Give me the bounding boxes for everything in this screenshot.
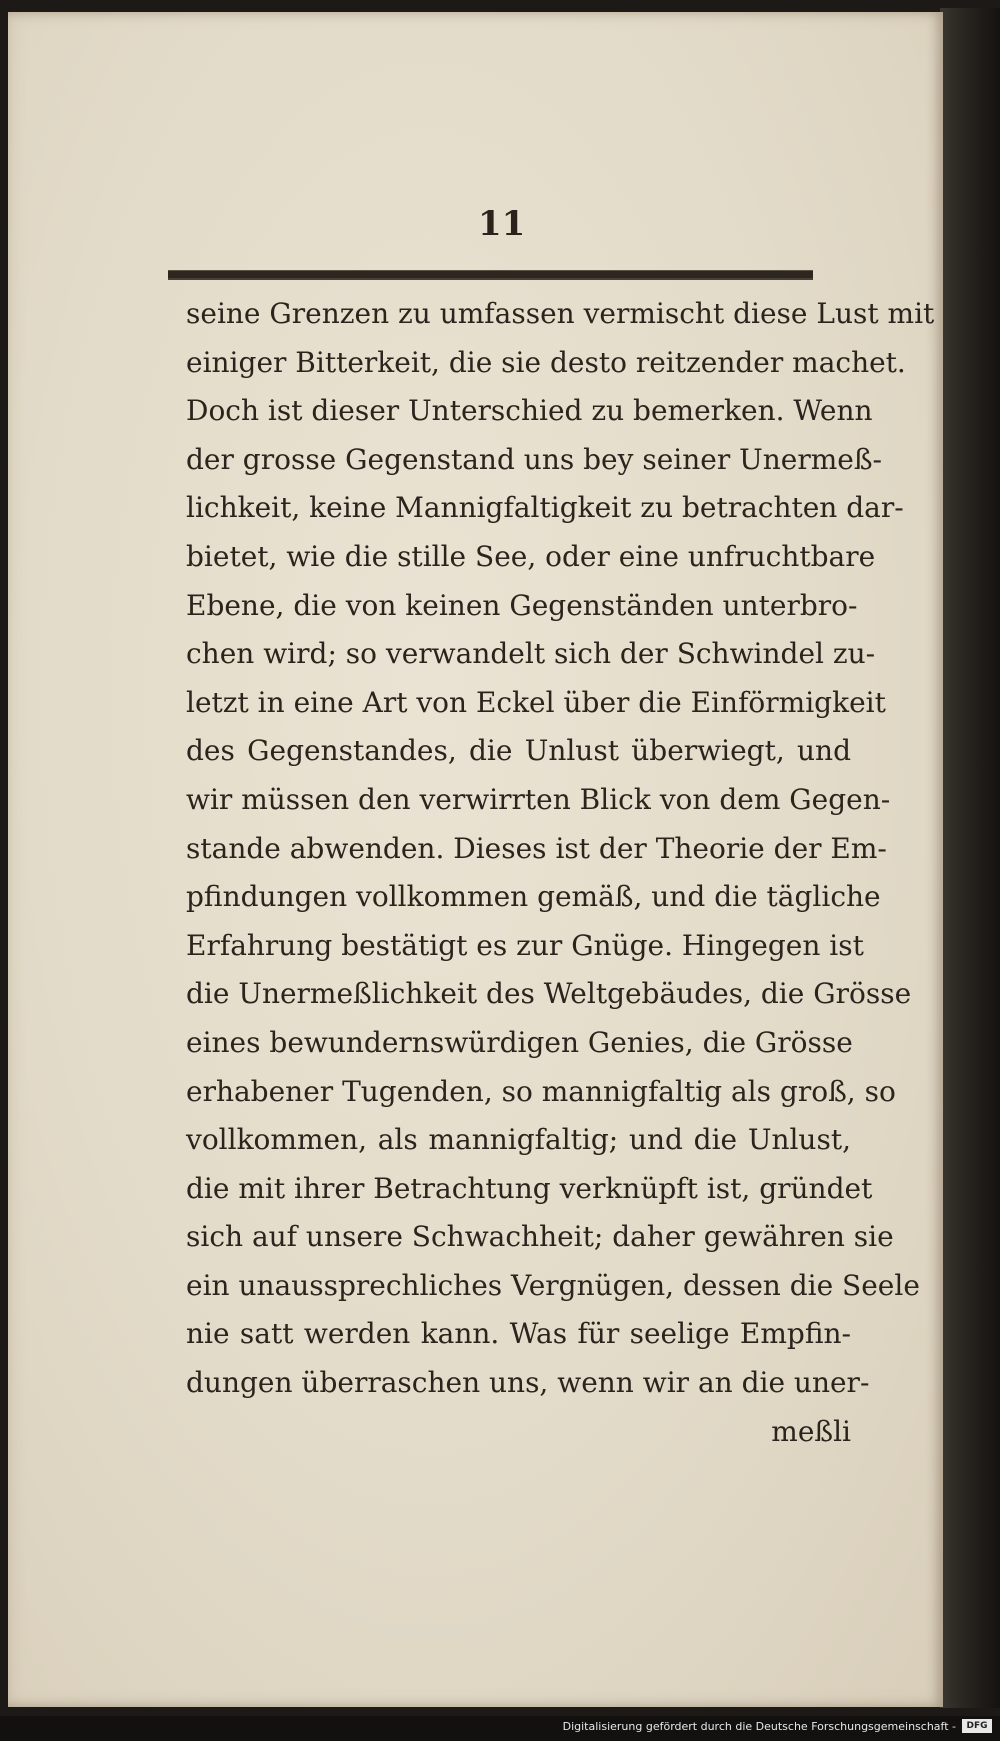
text-line: chen wird; so verwandelt sich der Schwindel zu- <box>186 637 876 671</box>
text-line: stande abwenden. Dieses ist der Theorie der Em- <box>186 831 887 865</box>
text-line: nie satt werden kann. Was für seelige Empfin- <box>186 1317 851 1351</box>
text-line: die Unermeßlichkeit des Weltgebäudes, die Grösse <box>186 977 912 1011</box>
text-line: dungen überraschen uns, wenn wir an die uner- <box>186 1366 870 1400</box>
body-text <box>186 290 935 1456</box>
book-page <box>8 12 943 1707</box>
dfg-logo-icon: DFG <box>962 1719 992 1733</box>
text-line: erhabener Tugenden, so mannigfaltig als groß, so <box>186 1074 896 1108</box>
catchword-line: meßli <box>771 1414 851 1448</box>
text-line: vollkommen, als mannigfaltig; und die Unlust, <box>186 1123 851 1157</box>
text-line: der grosse Gegenstand uns bey seiner Unermeß- <box>186 442 882 476</box>
header-rule <box>168 270 813 280</box>
text-line: bietet, wie die stille See, oder eine unfruchtbare <box>186 539 876 573</box>
text-line: einiger Bitterkeit, die sie desto reitzender machet. <box>186 345 906 379</box>
text-line: ein unaussprechliches Vergnügen, dessen die Seele <box>186 1268 920 1302</box>
page-number: 11 <box>478 204 526 244</box>
text-line: Ebene, die von keinen Gegenständen unterbro- <box>186 588 858 622</box>
text-line: sich auf unsere Schwachheit; daher gewähren sie <box>186 1220 894 1254</box>
text-line: seine Grenzen zu umfassen vermischt diese Lust mit <box>186 297 935 330</box>
text-line: wir müssen den verwirrten Blick von dem Gegen- <box>186 782 891 816</box>
text-line: des Gegenstandes, die Unlust überwiegt, und <box>186 734 851 768</box>
footer-credit: Digitalisierung gefördert durch die Deutsche Forschungsgemeinschaft - <box>562 1720 956 1733</box>
text-line: lichkeit, keine Mannigfaltigkeit zu betrachten dar- <box>186 491 904 525</box>
text-line: die mit ihrer Betrachtung verknüpft ist, gründet <box>186 1171 873 1205</box>
text-line: letzt in eine Art von Eckel über die Einförmigkeit <box>186 685 886 719</box>
text-line: Erfahrung bestätigt es zur Gnüge. Hingegen ist <box>186 928 864 962</box>
book-edge <box>940 8 1000 1708</box>
text-line: eines bewundernswürdigen Genies, die Grösse <box>186 1025 853 1059</box>
text-line: pfindungen vollkommen gemäß, und die tägliche <box>186 880 881 914</box>
text-line: Doch ist dieser Unterschied zu bemerken. Wenn <box>186 394 873 428</box>
